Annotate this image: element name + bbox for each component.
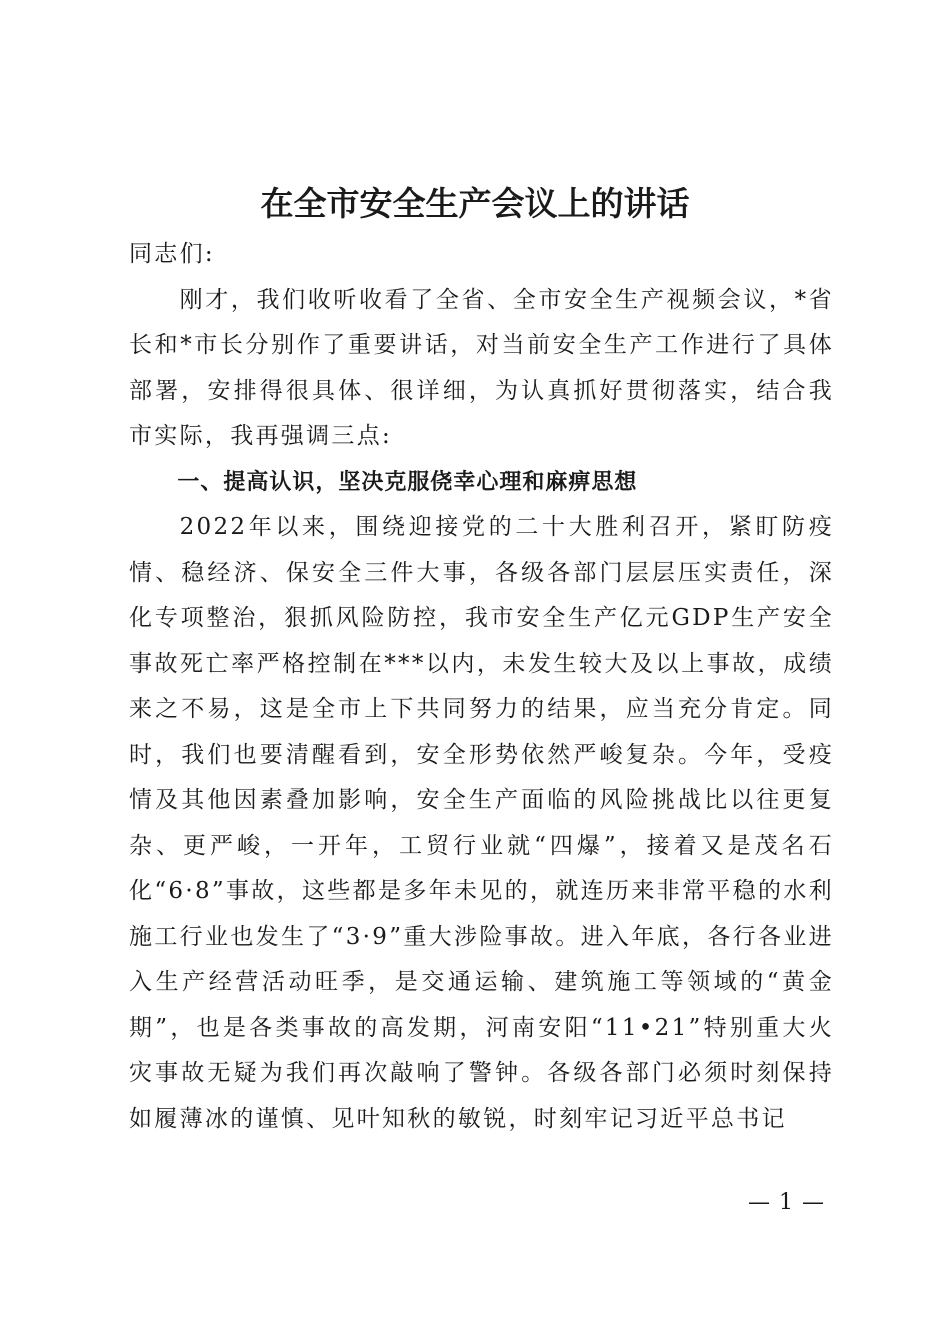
salutation: 同志们: — [129, 241, 215, 267]
page-number: — 1 — — [748, 1190, 825, 1215]
paragraph-intro: 刚才，我们收听收看了全省、全市安全生产视频会议，*省长和*市长分别作了重要讲话，对当前安全生产工作进行了具体部署，安排得很具体、很详细，为认真抓好贯彻落实，结合我市实际，我再强调三点: — [129, 286, 834, 449]
document-title: 在全市安全生产会议上的讲话 — [260, 184, 690, 223]
document-body — [129, 232, 834, 1142]
section-heading-1: 一、提高认识，坚决克服侥幸心理和麻痹思想 — [177, 469, 638, 495]
paragraph-section-1: 2022年以来，围绕迎接党的二十大胜利召开，紧盯防疫情、稳经济、保安全三件大事，各级各部门层层压实责任，深化专项整治，狠抓风险防控，我市安全生产亿元GDP生产安全事故死亡率严格控制在***以内，未发生较大及以上事故，成绩来之不易，这是全市上下共同努力的结果，应当充分肯定。同时，我们也要清醒看到，安全形势依然严峻复杂。今年，受疫情及其他因素叠加影响，安全生产面临的风险挑战比以往更复杂、更严峻，一开年，工贸行业就“四爆”，接着又是茂名石化“6·8”事故，这些都是多年未见的，就连历来非常平稳的水利施工行业也发生了“3·9”重大涉险事故。进入年底，各行各业进入生产经营活动旺季，是交通运输、建筑施工等领域的“黄金期”，也是各类事故的高发期，河南安阳“11•21”特别重大火灾事故无疑为我们再次敲响了警钟。各级各部门必须时刻保持如履薄冰的谨慎、见叶知秋的敏锐，时刻牢记习近平总书记 — [129, 514, 834, 1132]
